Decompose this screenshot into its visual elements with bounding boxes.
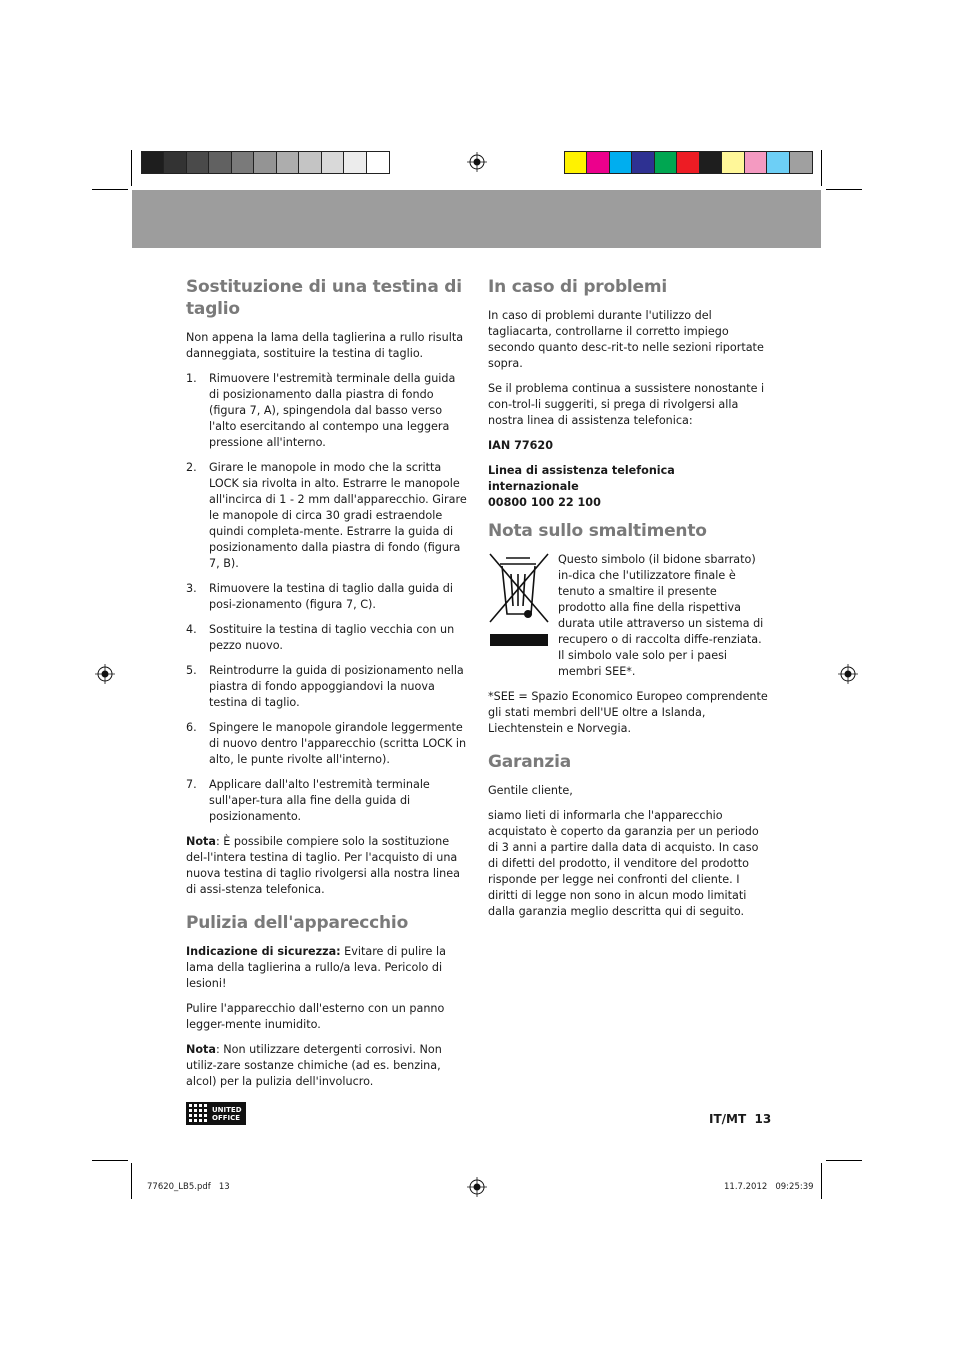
intro-paragraph: Non appena la lama della taglierina a rullo risulta danneggiata, sostituire la testina di taglio. xyxy=(186,331,464,360)
step-item xyxy=(186,460,467,572)
step-text: Applicare dall'alto l'estremità terminale sull'aper-tura alla fine della guida di posizionamento. xyxy=(209,778,430,823)
color-swatch xyxy=(187,152,209,173)
color-swatch xyxy=(277,152,299,173)
step-number: 5. xyxy=(186,664,197,677)
color-swatch xyxy=(790,152,812,173)
crossed-out-wheelie-bin-icon xyxy=(488,552,550,652)
safety-text: Evitare di pulire la lama della taglierina a rullo/a leva. Pericolo di lesioni! xyxy=(186,945,446,990)
right-column xyxy=(488,276,768,929)
step-text: Spingere le manopole girandole leggermente di nuovo dentro l'apparecchio (scritta LOCK in alto, le punte rivolte all'interno). xyxy=(209,721,467,766)
color-swatch xyxy=(142,152,164,173)
step-number: 3. xyxy=(186,582,197,595)
registration-mark-icon xyxy=(838,664,858,684)
step-text: Rimuovere l'estremità terminale della guida di posizionamento dalla piastra di fondo (figura 7, A), spingendola dal basso verso l'alto esercitando al contempo una leggera pressione all'interno. xyxy=(209,372,456,449)
page-footer-label xyxy=(709,1112,771,1126)
step-item xyxy=(186,663,467,711)
color-swatch xyxy=(164,152,186,173)
section-heading-disposal: Nota sullo smaltimento xyxy=(488,521,707,541)
left-column xyxy=(186,276,467,1099)
crop-mark xyxy=(821,150,822,186)
crop-mark xyxy=(821,1163,822,1199)
registration-mark-icon xyxy=(467,1177,487,1197)
color-swatch xyxy=(745,152,767,173)
cleaning-note-text: : Non utilizzare detergenti corrosivi. Non utiliz-zare sostanze chimiche (ad es. benzina, alcol) per la pulizia dell'involucro. xyxy=(186,1043,442,1088)
safety-label: Indicazione di sicurezza: xyxy=(186,945,341,958)
registration-mark-icon xyxy=(95,664,115,684)
step-item xyxy=(186,371,467,451)
note-label: Nota xyxy=(186,835,216,848)
step-number: 6. xyxy=(186,721,197,734)
color-swatch xyxy=(632,152,654,173)
section-heading-warranty: Garanzia xyxy=(488,752,571,772)
logo-dot-grid-icon xyxy=(189,1104,209,1123)
color-swatch xyxy=(722,152,744,173)
cleaning-note-label: Nota xyxy=(186,1043,216,1056)
color-swatch xyxy=(655,152,677,173)
step-item xyxy=(186,720,467,768)
header-band xyxy=(132,190,821,248)
registration-mark-icon xyxy=(467,152,487,172)
grey-swatch-bar xyxy=(141,151,390,174)
step-text: Sostituire la testina di taglio vecchia con un pezzo nuovo. xyxy=(209,623,455,652)
color-swatch xyxy=(367,152,389,173)
step-number: 7. xyxy=(186,778,197,791)
hotline-line-2: internazionale xyxy=(488,480,579,493)
step-number: 4. xyxy=(186,623,197,636)
brand-logo xyxy=(186,1102,246,1125)
disposal-footnote: *SEE = Spazio Economico Europeo comprendente gli stati membri dell'UE oltre a Islanda, Liechtenstein e Norvegia. xyxy=(488,690,768,735)
color-swatch-bar xyxy=(564,151,813,174)
logo-text-line-1: UNITED xyxy=(212,1105,242,1114)
crop-mark xyxy=(826,1160,862,1161)
color-swatch xyxy=(610,152,632,173)
color-swatch xyxy=(344,152,366,173)
color-swatch xyxy=(299,152,321,173)
language-code: IT/MT xyxy=(709,1112,747,1126)
cleaning-paragraph: Pulire l'apparecchio dall'esterno con un panno legger-mente inumidito. xyxy=(186,1002,445,1031)
step-number: 1. xyxy=(186,372,197,385)
step-number: 2. xyxy=(186,461,197,474)
steps-list xyxy=(186,371,467,825)
step-item xyxy=(186,581,467,613)
section-heading-cleaning: Pulizia dell'apparecchio xyxy=(186,913,409,933)
color-swatch xyxy=(322,152,344,173)
color-swatch xyxy=(209,152,231,173)
step-text: Reintrodurre la guida di posizionamento nella piastra di fondo appoggiandovi la nuova testina di taglio. xyxy=(209,664,464,709)
crop-mark xyxy=(92,1160,128,1161)
problems-paragraph-1: In caso di problemi durante l'utilizzo del tagliacarta, controllarne il corretto impiego secondo quanto desc-rit-to nelle sezioni riportate sopra. xyxy=(488,309,764,370)
problems-paragraph-2: Se il problema continua a sussistere nonostante i con-trol-li suggeriti, si prega di rivolgersi alla nostra linea di assistenza telefonica: xyxy=(488,382,765,427)
warranty-greeting: Gentile cliente, xyxy=(488,784,573,797)
color-swatch xyxy=(587,152,609,173)
section-heading-cutting-head: Sostituzione di una testina di taglio xyxy=(186,277,462,319)
hotline-line-1: Linea di assistenza telefonica xyxy=(488,464,675,477)
color-swatch xyxy=(767,152,789,173)
ian-number: IAN 77620 xyxy=(488,439,554,452)
hotline-block xyxy=(488,463,768,511)
logo-text-line-2: OFFICE xyxy=(212,1113,241,1122)
step-item xyxy=(186,777,467,825)
color-swatch xyxy=(700,152,722,173)
section-heading-problems: In caso di problemi xyxy=(488,277,668,297)
crop-mark xyxy=(131,150,132,186)
slug-date-info: 11.7.2012 09:25:39 xyxy=(724,1182,814,1192)
slug-file-info: 77620_LB5.pdf 13 xyxy=(147,1182,230,1192)
note-text: : È possibile compiere solo la sostituzione del-l'intera testina di taglio. Per l'acquisto di una nuova testina di taglio rivolgersi alla nostra linea di assi-stenza telefonica. xyxy=(186,835,460,896)
disposal-text: Questo simbolo (il bidone sbarrato) in-dica che l'utilizzatore finale è tenuto a smaltire il presente prodotto alla fine della rispettiva durata utile attraverso un sistema di recupero o di raccolta diffe-renziata. Il simbolo vale solo per i paesi membri SEE*. xyxy=(558,553,764,678)
step-item xyxy=(186,622,467,654)
color-swatch xyxy=(565,152,587,173)
page-number: 13 xyxy=(754,1112,772,1126)
crop-mark xyxy=(92,189,128,190)
crop-mark xyxy=(826,189,862,190)
step-text: Rimuovere la testina di taglio dalla guida di posi-zionamento (figura 7, C). xyxy=(209,582,453,611)
step-text: Girare le manopole in modo che la scritta LOCK sia rivolta in alto. Estrarre le manopole all'incirca di 1 - 2 mm dall'apparecchio. Girare le manopole di circa 30 gradi estraendole quindi completa-mente. Estrarre la guida di posizionamento dalla piastra di fondo (figura 7, B). xyxy=(209,461,467,570)
safety-paragraph xyxy=(186,944,467,992)
disposal-block xyxy=(488,552,768,680)
color-swatch xyxy=(232,152,254,173)
warranty-text: siamo lieti di informarla che l'apparecchio acquistato è coperto da garanzia per un periodo di 3 anni a partire dalla data di acquisto. In caso di difetti del prodotto, il venditore del prodotto risponde per legge nei confronti del cliente. I diritti di legge non sono in alcun modo limitati dalla garanzia meglio descritta qui di seguito. xyxy=(488,809,759,918)
color-swatch xyxy=(254,152,276,173)
hotline-number: 00800 100 22 100 xyxy=(488,496,601,509)
note-paragraph xyxy=(186,834,467,898)
cleaning-note-paragraph xyxy=(186,1042,467,1090)
color-swatch xyxy=(677,152,699,173)
crop-mark xyxy=(131,1163,132,1199)
